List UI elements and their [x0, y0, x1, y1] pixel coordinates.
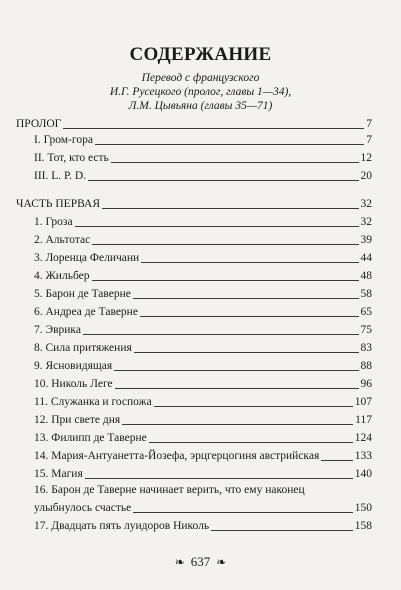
toc-chapter-row [34, 339, 372, 355]
toc-entry-title: 1. Гроза [34, 216, 73, 228]
toc-entry-title: 12. При свете дня [34, 414, 121, 426]
toc-chapter-row [34, 411, 372, 427]
leader-line [321, 460, 353, 461]
translation-line-1: Перевод с французского [141, 72, 260, 84]
toc-chapter-row [34, 465, 372, 481]
toc-page-number: 12 [360, 152, 372, 164]
toc-page-number: 96 [360, 378, 372, 390]
leader-line [122, 424, 353, 425]
toc-entry-title: II. Тот, кто есть [34, 152, 109, 164]
toc-entry-title: 5. Барон де Таверне [34, 288, 131, 300]
toc-page-number: 65 [360, 306, 372, 318]
toc-entry-title: 13. Филипп де Таверне [34, 432, 147, 444]
toc-entry-title: 16. Барон де Таверне начинает верить, что ему наконец [34, 484, 305, 496]
toc-entry-title: 11. Служанка и госпожа [34, 396, 152, 408]
leader-line [140, 316, 359, 317]
toc-chapter-row [34, 285, 372, 301]
toc-entry-title: 10. Николь Леге [34, 378, 113, 390]
toc-entry-title: 17. Двадцать пять луидоров Николь [34, 520, 210, 532]
page-number: 637 [190, 554, 211, 569]
toc-entry-title: улыбнулось счастье [34, 502, 132, 514]
toc-chapter-row [34, 483, 372, 499]
toc-chapter-row [34, 167, 372, 183]
translation-line-2: И.Г. Русецкого (пролог, главы 1—34), [109, 86, 292, 98]
leader-line [141, 262, 358, 263]
toc-part-row [16, 115, 372, 131]
toc-page-number: 44 [360, 252, 372, 264]
toc-chapter-row [34, 393, 372, 409]
toc-chapter-row [34, 131, 372, 147]
toc-page-number: 39 [360, 234, 372, 246]
toc-entry-title: 2. Альтотас [34, 234, 91, 246]
toc-entry-title: 14. Мария-Антуанетта-Йозефа, эрцгерцогиня австрийская [34, 450, 320, 462]
toc-entry-title: 6. Андреа де Таверне [34, 306, 138, 318]
toc-chapter-row [34, 249, 372, 265]
toc-entry-title: I. Гром-гора [34, 134, 93, 146]
ornament-right-icon: ❧ [216, 554, 227, 569]
leader-line [88, 180, 358, 181]
leader-line [95, 144, 364, 145]
leader-line [133, 298, 359, 299]
leader-line [154, 406, 353, 407]
toc-page-number: 107 [354, 396, 372, 408]
toc-entry-title: 3. Лоренца Феличани [34, 252, 140, 264]
leader-line [75, 226, 359, 227]
toc-entry-title: 15. Магия [34, 468, 83, 480]
leader-line [211, 530, 353, 531]
toc-page-number: 133 [354, 450, 372, 462]
toc-page-number: 32 [360, 216, 372, 228]
toc-chapter-row [34, 357, 372, 373]
toc-page-number: 7 [366, 118, 372, 130]
toc-page-number: 140 [354, 468, 372, 480]
toc-page-number: 83 [360, 342, 372, 354]
toc-page-number: 88 [360, 360, 372, 372]
toc-entry-title: 9. Ясновидящая [34, 360, 113, 372]
leader-line [134, 352, 359, 353]
toc-entry-title: 4. Жильбер [34, 270, 90, 282]
leader-line [115, 388, 359, 389]
toc-page-number: 7 [366, 134, 372, 146]
toc-page-number: 117 [355, 414, 372, 426]
page-footer [0, 554, 401, 570]
toc-chapter-row [34, 517, 372, 533]
toc-chapter-row [34, 267, 372, 283]
toc-chapter-row [34, 231, 372, 247]
toc-page-number: 20 [360, 170, 372, 182]
toc-chapter-row [34, 447, 372, 463]
page-title: СОДЕРЖАНИЕ [129, 44, 272, 65]
toc-page-number: 75 [360, 324, 372, 336]
toc-chapter-row [34, 303, 372, 319]
toc-page-number: 124 [354, 432, 372, 444]
toc-entry-title: ЧАСТЬ ПЕРВАЯ [16, 198, 101, 210]
leader-line [63, 128, 364, 129]
toc-page-number: 158 [354, 520, 372, 532]
leader-line [133, 512, 353, 513]
leader-line [102, 208, 358, 209]
toc-chapter-row [34, 149, 372, 165]
leader-line [83, 334, 359, 335]
toc-page-number: 48 [360, 270, 372, 282]
toc-entry-title: III. L. P. D. [34, 170, 87, 182]
toc-entry-title: 8. Сила притяжения [34, 342, 132, 354]
toc-chapter-row [34, 429, 372, 445]
leader-line [111, 162, 359, 163]
toc-page-number: 32 [360, 198, 372, 210]
toc-chapter-row [34, 375, 372, 391]
leader-line [92, 244, 358, 245]
toc-part-row [16, 195, 372, 211]
leader-line [149, 442, 353, 443]
toc-page-number: 58 [360, 288, 372, 300]
toc-page-number: 150 [354, 502, 372, 514]
leader-line [85, 478, 353, 479]
translation-line-3: Л.М. Цывьяна (главы 35—71) [128, 100, 273, 112]
toc-entry-title: 7. Эврика [34, 324, 81, 336]
toc-chapter-row [34, 499, 372, 515]
leader-line [114, 370, 358, 371]
leader-line [92, 280, 359, 281]
toc-entry-title: ПРОЛОГ [16, 118, 62, 130]
toc-chapter-row [34, 213, 372, 229]
ornament-left-icon: ❧ [174, 554, 185, 569]
toc-chapter-row [34, 321, 372, 337]
